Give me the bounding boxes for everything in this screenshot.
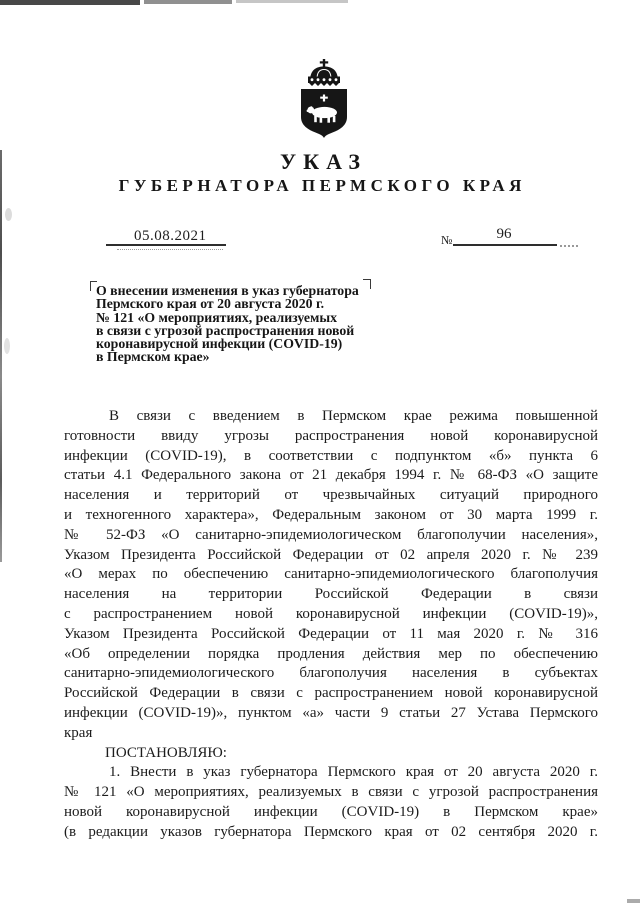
date-underline <box>106 244 226 246</box>
number-underline-dashes <box>560 245 578 247</box>
body-line: № 52-ФЗ «О санитарно-эпидемиологическом благополучии населения», <box>64 526 598 543</box>
body-line: В связи с введением в Пермском крае режима повышенной <box>109 408 598 424</box>
body-line: новой коронавирусной инфекции (COVID-19) в Пермском крае» <box>64 803 598 820</box>
subject-line: № 121 «О мероприятиях, реализуемых <box>96 309 338 325</box>
subject-line: коронавирусной инфекции (COVID-19) <box>96 336 343 352</box>
body-line: (в редакции указов губернатора Пермского края от 02 сентября 2020 г. <box>64 823 598 840</box>
subject-line: в Пермском крае» <box>96 349 210 365</box>
number-sign-label: № <box>441 233 453 247</box>
body-line: инфекции (COVID-19), в соответствии с подпунктом «б» пункта 6 <box>64 447 598 464</box>
body-line: санитарно-эпидемиологического благополучия населения в субъектах <box>64 665 598 682</box>
body-line: № 121 «О мероприятиях, реализуемых в связи с угрозой распространения <box>64 784 598 801</box>
body-line: «Об определении порядка продления действия мер по обеспечению <box>64 645 598 662</box>
scan-artifact-left-edge <box>0 150 2 562</box>
subject-line: Пермского края от 20 августа 2020 г. <box>96 296 325 312</box>
body-line: Указом Президента Российской Федерации от 11 мая 2020 г. № 316 <box>64 625 598 642</box>
body-line: Указом Президента Российской Федерации от 02 апреля 2020 г. № 239 <box>64 546 598 563</box>
body-line: статьи 4.1 Федерального закона от 21 декабря 1994 г. № 68-ФЗ «О защите <box>64 467 598 484</box>
resolution-word: ПОСТАНОВЛЯЮ: <box>105 744 227 761</box>
body-line: края <box>64 724 93 741</box>
body-line: Российской Федерации в связи с распространением новой коронавирусной <box>64 685 598 702</box>
subject-block <box>96 284 408 364</box>
perm-krai-coat-of-arms-icon <box>297 59 351 141</box>
number-underline <box>453 244 557 246</box>
body-line: «О мерах по обеспечению санитарно-эпидемиологического благополучия <box>64 566 598 583</box>
scan-artifact-top-medium <box>144 0 232 4</box>
body-line: населения и территорий от чрезвычайных ситуаций природного <box>64 487 598 504</box>
scan-artifact-top-dark <box>0 0 140 5</box>
body-line: 1. Внести в указ губернатора Пермского края от 20 августа 2020 г. <box>109 764 598 781</box>
subject-line: О внесении изменения в указ губернатора <box>96 283 359 298</box>
subject-line: в связи с угрозой распространения новой <box>96 322 355 338</box>
issuing-authority-title: ГУБЕРНАТОРА ПЕРМСКОГО КРАЯ <box>118 176 526 195</box>
document-body <box>64 407 598 843</box>
body-line: с распространением новой коронавирусной инфекции (COVID-19)», <box>64 605 598 622</box>
document-date: 05.08.2021 <box>134 228 207 244</box>
date-underline-dotted <box>117 249 223 250</box>
document-number: 96 <box>496 226 512 242</box>
body-line: населения на территории Российской Федерации в связи <box>64 586 598 603</box>
body-line: и техногенного характера», Федеральным законом от 30 марта 1999 г. <box>64 506 598 523</box>
body-line: готовности ввиду угрозы распространения новой коронавирусной <box>64 427 598 444</box>
scan-artifact-bottom-right <box>627 899 640 903</box>
body-line: инфекции (COVID-19)», пунктом «а» части 9 статьи 27 Устава Пермского <box>64 704 598 721</box>
scan-artifact-top-light <box>236 0 348 3</box>
document-type-title: УКАЗ <box>279 149 368 174</box>
scan-artifact-smudge <box>4 338 10 354</box>
scan-artifact-smudge <box>5 208 12 221</box>
